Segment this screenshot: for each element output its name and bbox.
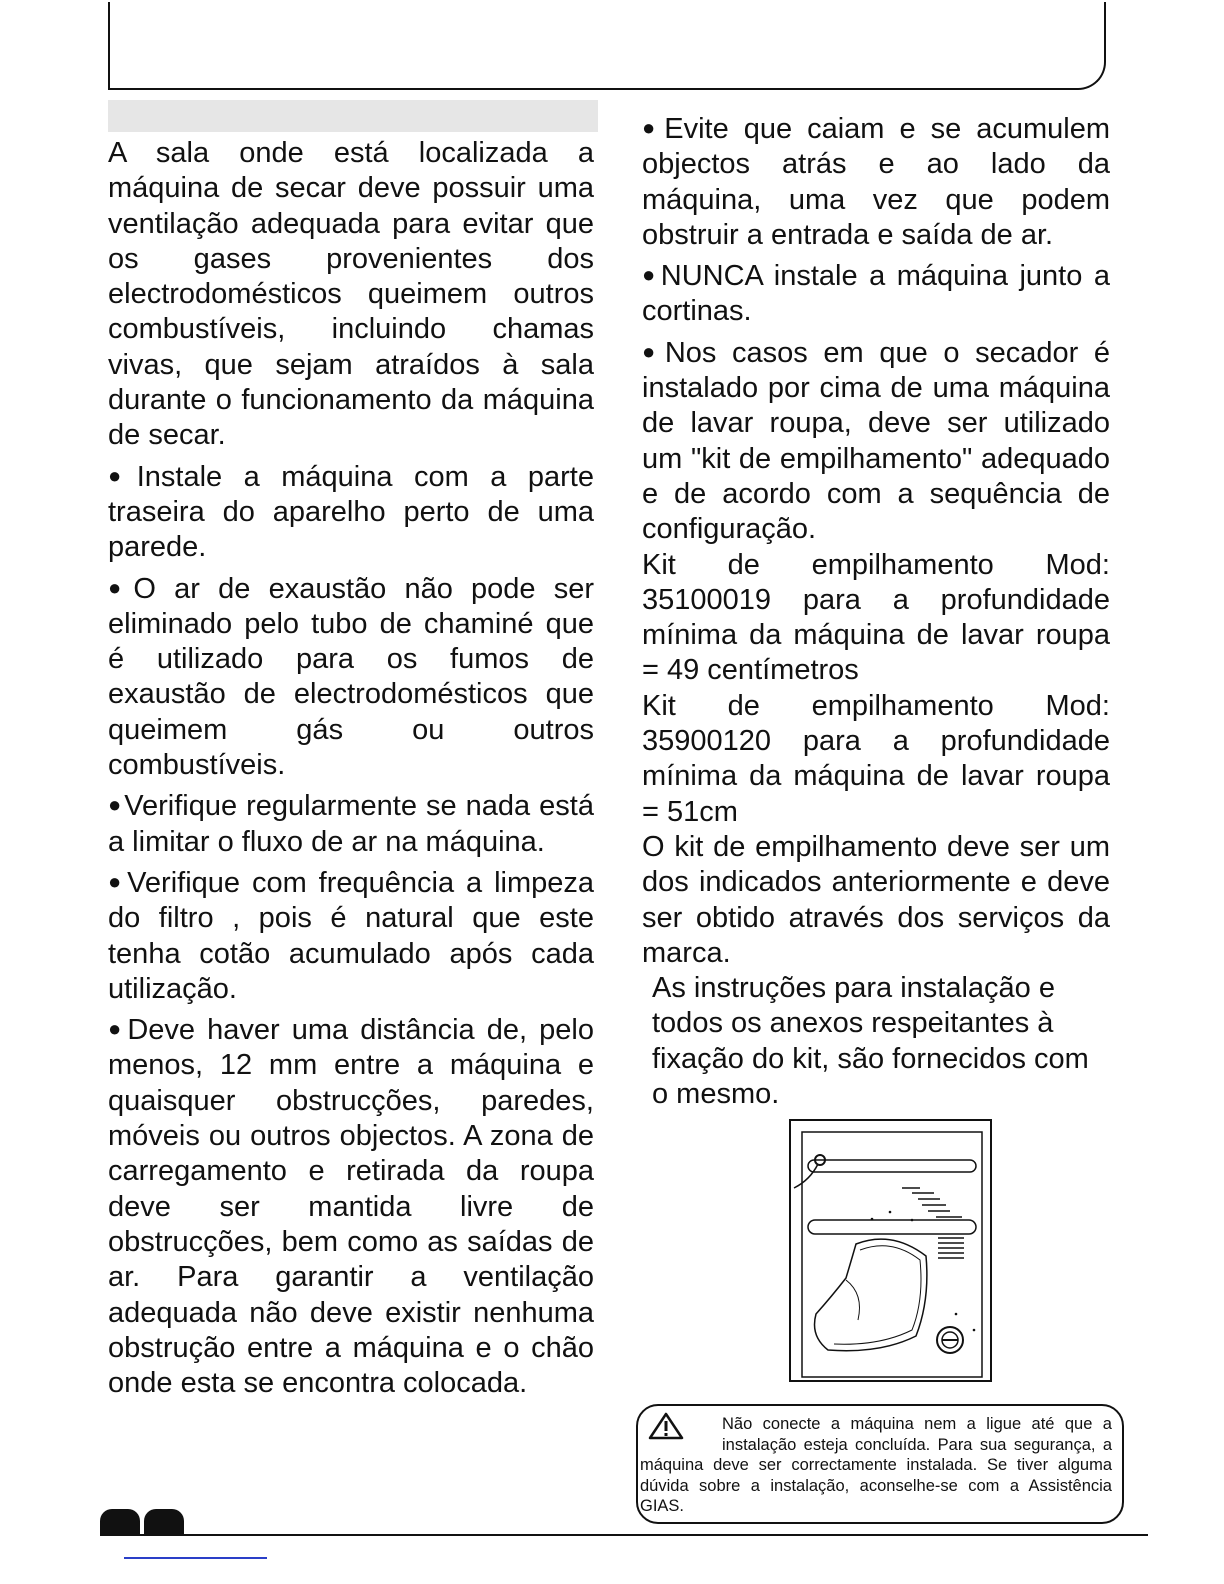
warning-text: Não conecte a máquina nem a ligue até que a instalação esteja concluída. Para sua segurança, a máquina deve ser correctamente instalada. Se tiver alguma dúvida sobre a instalação, aconselhe-se com a Assistência GIAS. xyxy=(640,1415,1112,1515)
bullet-item: ●Evite que caiam e se acumulem objectos atrás e ao lado da máquina, uma vez que podem obstruir a entrada e saída de ar. xyxy=(642,113,1110,251)
bullet-icon: ● xyxy=(642,262,659,288)
bullet-icon: ● xyxy=(108,792,123,818)
header-box xyxy=(108,2,1106,90)
bullet-icon: ● xyxy=(642,115,663,140)
bullet-icon: ● xyxy=(108,1016,126,1042)
bullet-icon: ● xyxy=(108,462,135,488)
left-column xyxy=(108,136,594,1405)
kit-model-1: Kit de empilhamento Mod: 35100019 para a profundidade mínima da máquina de lavar roupa = 49 centímetros xyxy=(642,548,1110,687)
dryer-illustration xyxy=(788,1118,993,1383)
bullet-icon: ● xyxy=(108,868,126,894)
warning-triangle-icon xyxy=(648,1412,684,1440)
warning-box xyxy=(636,1404,1124,1524)
page-tab-left xyxy=(100,1509,140,1536)
bullet-icon: ● xyxy=(108,574,132,600)
section-title-bar xyxy=(108,100,598,132)
right-column xyxy=(642,110,1110,1112)
footer-blue-line xyxy=(124,1557,267,1559)
page-tab-right xyxy=(144,1509,184,1536)
footer-rule xyxy=(100,1534,1148,1536)
bullet-item: ●Instale a máquina com a parte traseira do aparelho perto de uma parede. xyxy=(108,460,594,564)
intro-paragraph: A sala onde está localizada a máquina de secar deve possuir uma ventilação adequada para evitar que os gases provenientes dos electrodomésticos queimem outros combustíveis, incluindo chamas vivas, que sejam atraídos à sala durante o funcionamento da máquina de secar. xyxy=(108,137,594,452)
bullet-item: ●Verifique regularmente se nada está a limitar o fluxo de ar na máquina. xyxy=(108,790,594,858)
bullet-item: ●NUNCA instale a máquina junto a cortinas. xyxy=(642,260,1111,328)
bullet-icon: ● xyxy=(642,338,663,364)
bullet-item: ●O ar de exaustão não pode ser eliminado pelo tubo de chaminé que é utilizado para os fumos de exaustão de electrodomésticos que queimem gás ou outros combustíveis. xyxy=(108,572,594,782)
bullet-item: ●Verifique com frequência a limpeza do filtro , pois é natural que este tenha cotão acumulado após cada utilização. xyxy=(108,866,595,1005)
kit-instructions: As instruções para instalação e todos os anexos respeitantes à fixação do kit, são fornecidos com o mesmo. xyxy=(652,972,1089,1111)
bullet-item: ●Deve haver uma distância de, pelo menos, 12 mm entre a máquina e quaisquer obstrucções, paredes, móveis ou outros objectos. A zona de carregamento e retirada da roupa deve ser mantida livre de obstrucções, bem como as saídas de ar. Para garantir a ventilação adequada não deve existir nenhuma obstrução entre a máquina e o chão onde esta se encontra colocada. xyxy=(108,1014,594,1400)
kit-model-2: Kit de empilhamento Mod: 35900120 para a profundidade mínima da máquina de lavar roupa = 51cm xyxy=(642,689,1110,828)
kit-note: O kit de empilhamento deve ser um dos indicados anteriormente e deve ser obtido através dos serviços da marca. xyxy=(642,830,1110,969)
bullet-item: ●Nos casos em que o secador é instalado por cima de uma máquina de lavar roupa, deve ser utilizado um "kit de empilhamento" adequado e de acordo com a sequência de configuração. xyxy=(642,336,1110,546)
